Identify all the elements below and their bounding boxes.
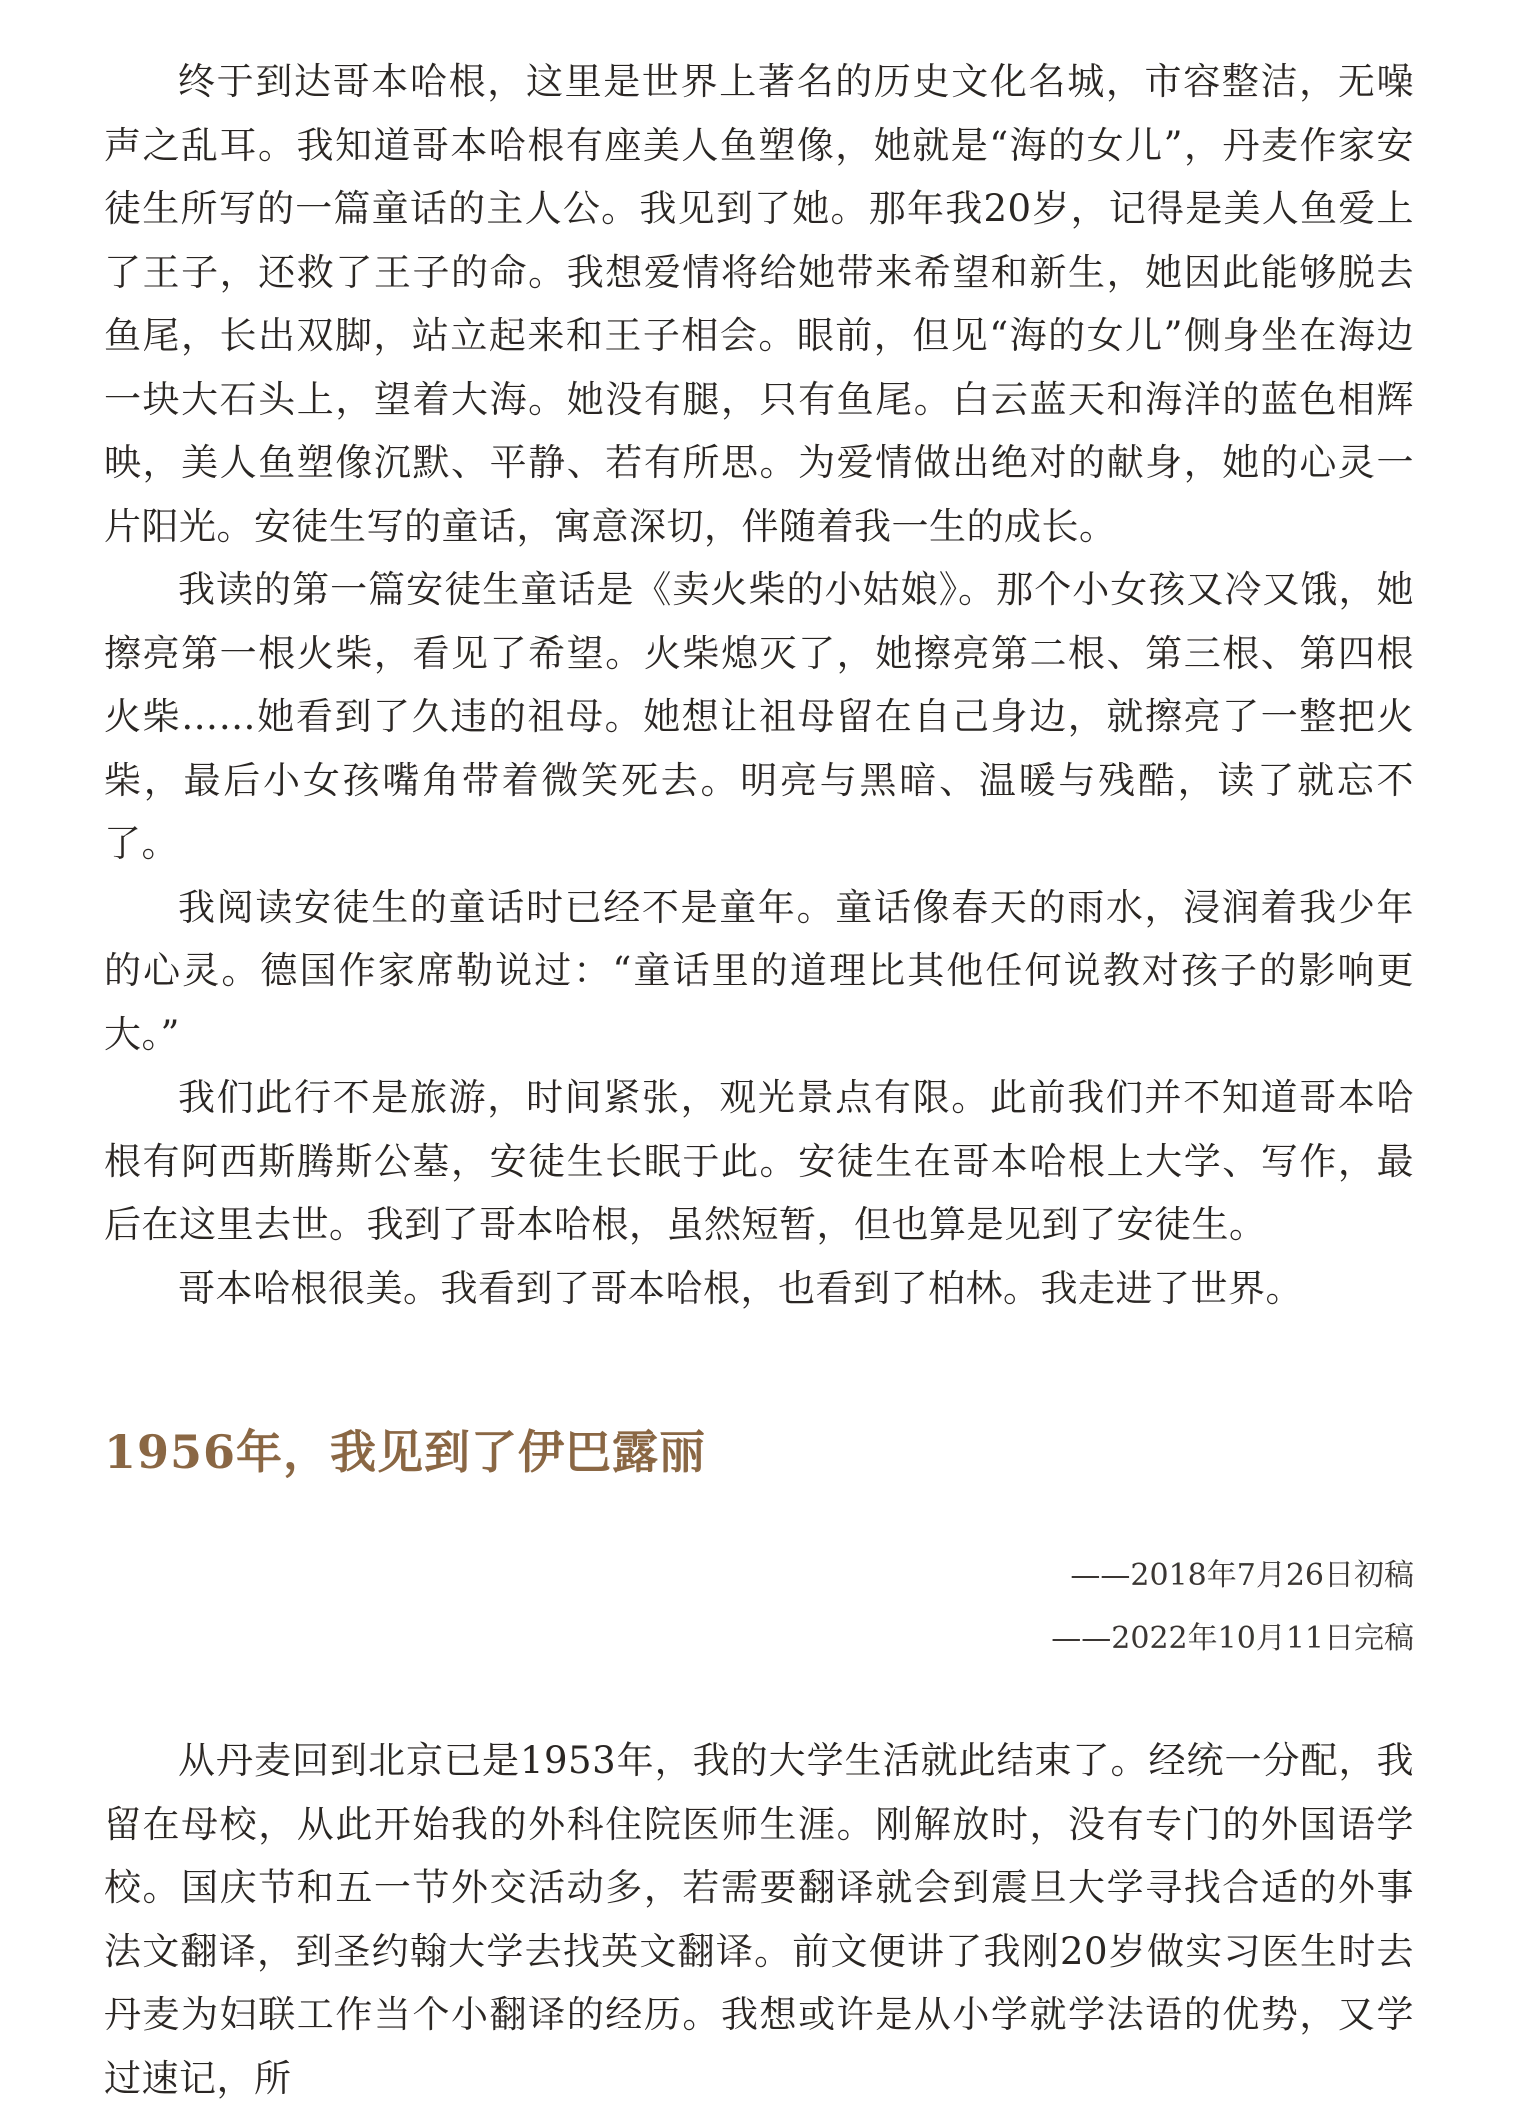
paragraph: 我阅读安徒生的童话时已经不是童年。童话像春天的雨水，浸润着我少年的心灵。德国作家席勒说过：“童话里的道理比其他任何说教对孩子的影响更大。” bbox=[104, 885, 1414, 1056]
date-notes bbox=[1051, 1544, 1414, 1670]
final-date: ——2022年10月11日完稿 bbox=[1051, 1621, 1414, 1656]
paragraph: 哥本哈根很美。我看到了哥本哈根，也看到了柏林。我走进了世界。 bbox=[178, 1266, 1303, 1310]
draft-date: ——2018年7月26日初稿 bbox=[1070, 1558, 1414, 1593]
copenhagen-section bbox=[104, 50, 1414, 1320]
paragraph: 从丹麦回到北京已是1953年，我的大学生活就此结束了。经统一分配，我留在母校，从此开始我的外科住院医师生涯。刚解放时，没有专门的外国语学校。国庆节和五一节外交活动多，若需要翻译就会到震旦大学寻找合适的外事法文翻译，到圣约翰大学去找英文翻译。前文便讲了我刚20岁做实习医生时去丹麦为妇联工作当个小翻译的经历。我想或许是从小学就学法语的优势，又学过速记，所 bbox=[104, 1739, 1414, 2100]
chapter-title: 1956年，我见到了伊巴露丽 bbox=[104, 1425, 707, 1479]
ibarruri-section bbox=[104, 1729, 1414, 2110]
paragraph: 我读的第一篇安徒生童话是《卖火柴的小姑娘》。那个小女孩又冷又饿，她擦亮第一根火柴，看见了希望。火柴熄灭了，她擦亮第二根、第三根、第四根火柴……她看到了久违的祖母。她想让祖母留在自己身边，就擦亮了一整把火柴，最后小女孩嘴角带着微笑死去。明亮与黑暗、温暖与残酷，读了就忘不了。 bbox=[104, 568, 1414, 865]
paragraph: 终于到达哥本哈根，这里是世界上著名的历史文化名城，市容整洁，无噪声之乱耳。我知道哥本哈根有座美人鱼塑像，她就是“海的女儿”，丹麦作家安徒生所写的一篇童话的主人公。我见到了她。那年我20岁，记得是美人鱼爱上了王子，还救了王子的命。我想爱情将给她带来希望和新生，她因此能够脱去鱼尾，长出双脚，站立起来和王子相会。眼前，但见“海的女儿”侧身坐在海边一块大石头上，望着大海。她没有腿，只有鱼尾。白云蓝天和海洋的蓝色相辉映，美人鱼塑像沉默、平静、若有所思。为爱情做出绝对的献身，她的心灵一片阳光。安徒生写的童话，寓意深切，伴随着我一生的成长。 bbox=[104, 60, 1414, 548]
paragraph: 我们此行不是旅游，时间紧张，观光景点有限。此前我们并不知道哥本哈根有阿西斯腾斯公墓，安徒生长眠于此。安徒生在哥本哈根上大学、写作，最后在这里去世。我到了哥本哈根，虽然短暂，但也算是见到了安徒生。 bbox=[104, 1076, 1414, 1246]
